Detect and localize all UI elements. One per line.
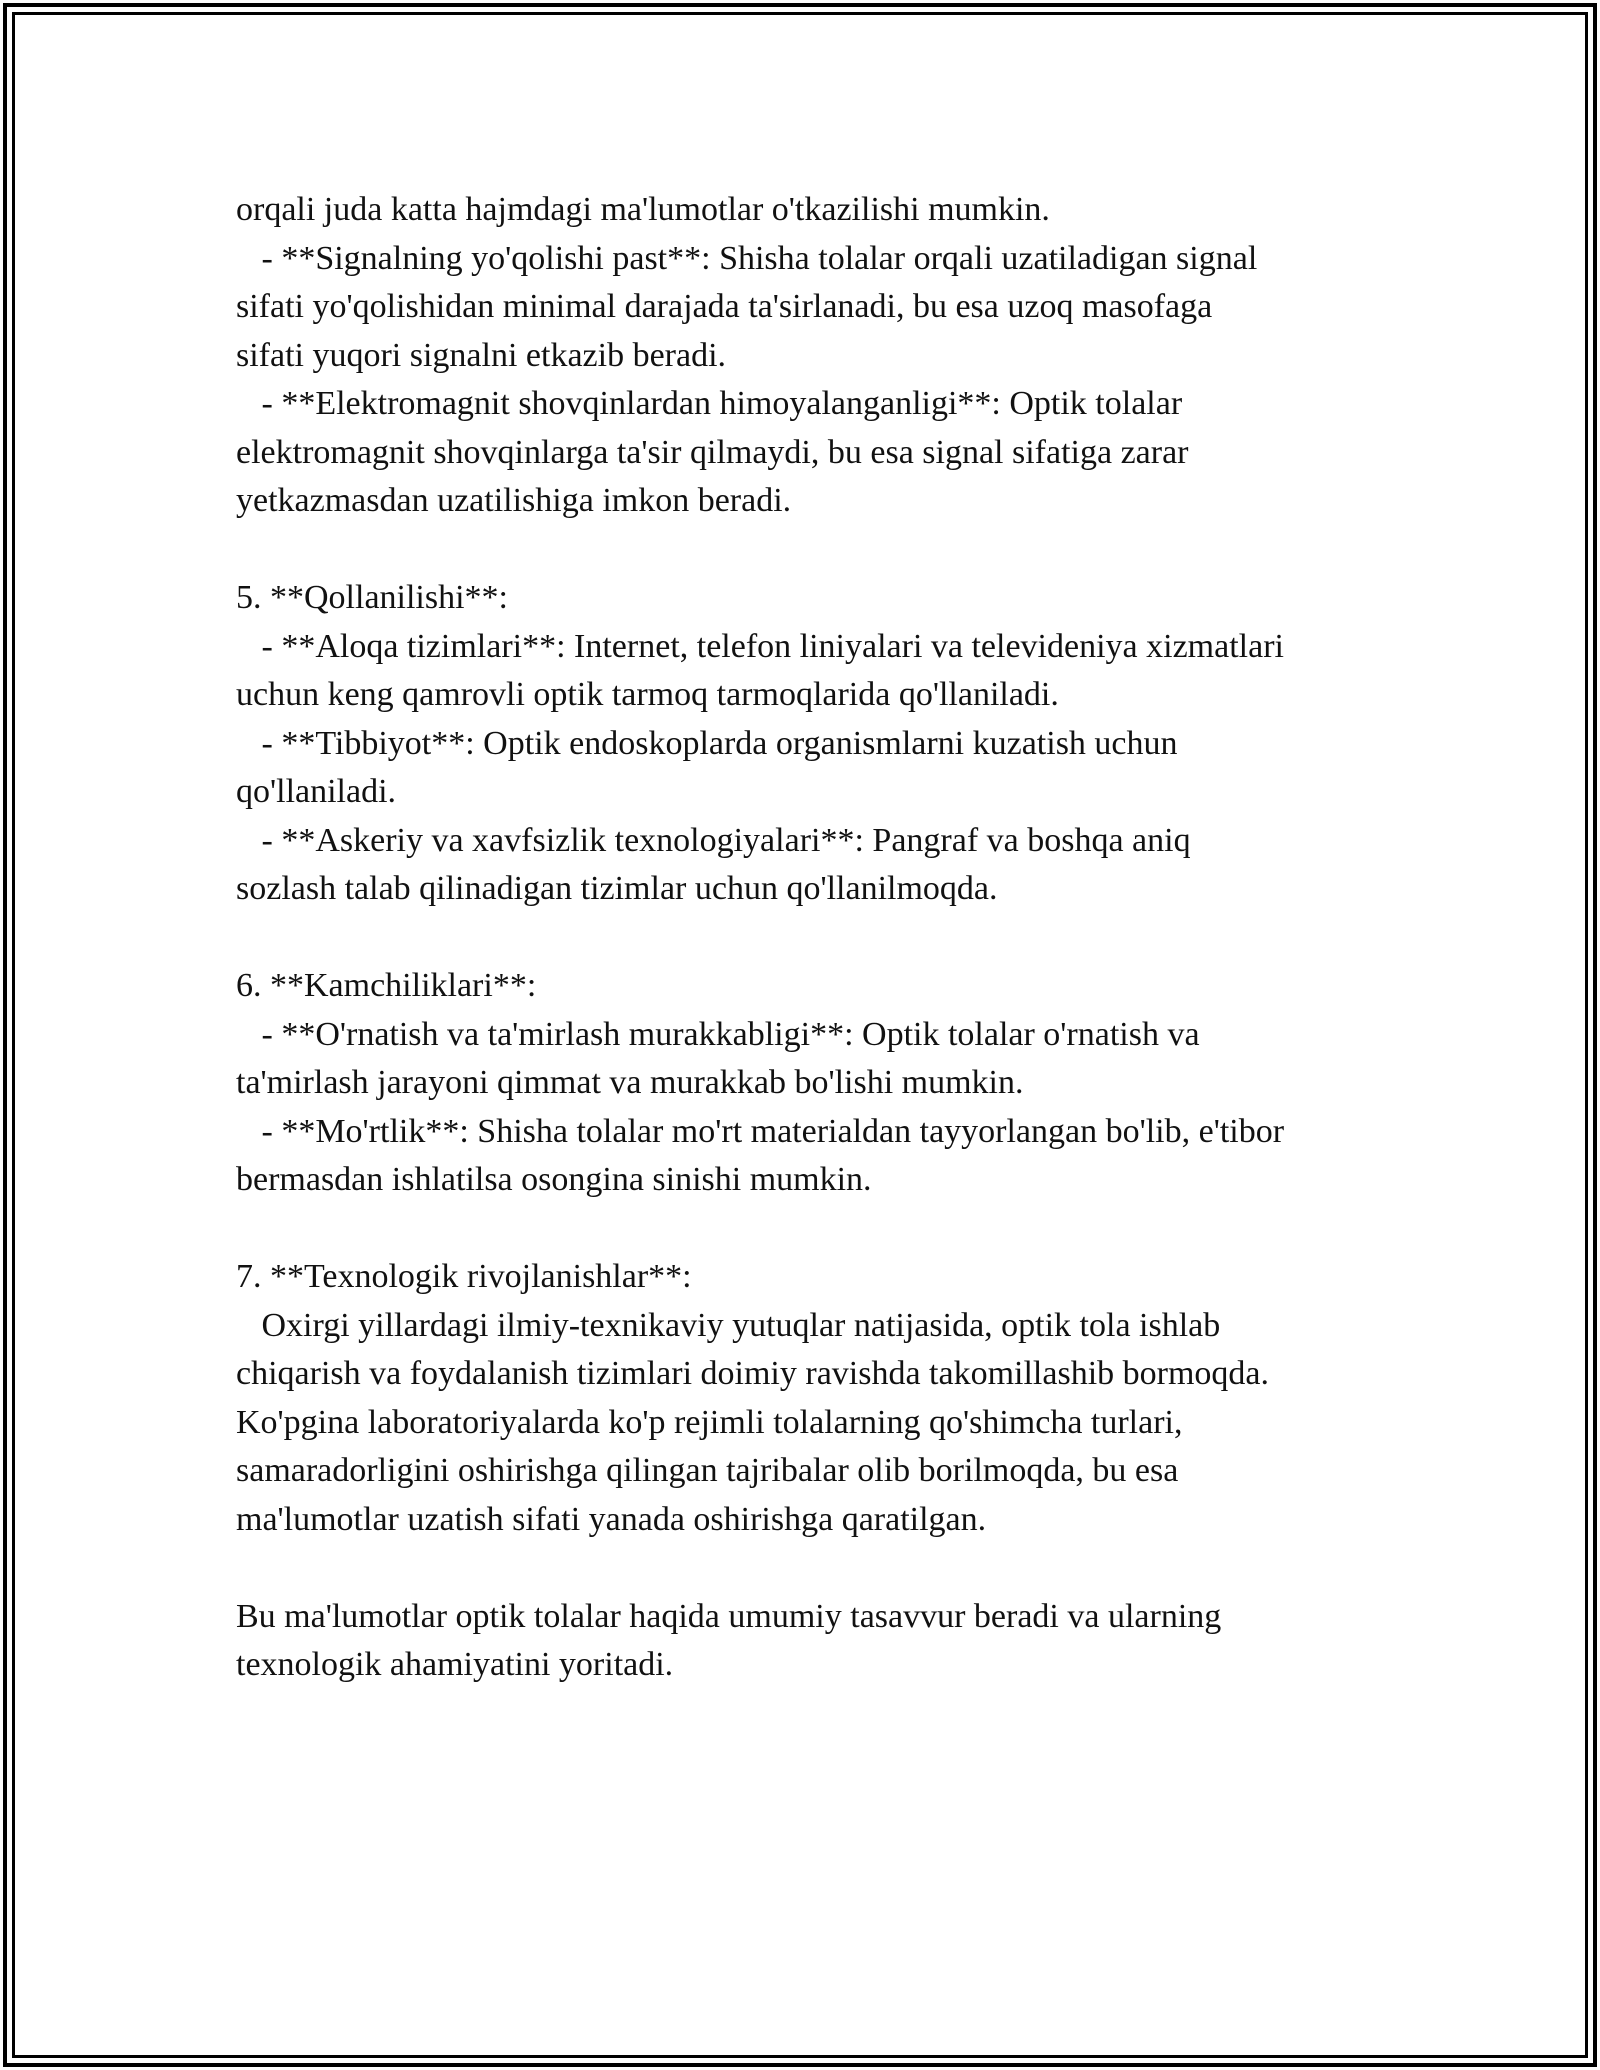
text-line: - **Tibbiyot**: Optik endoskoplarda organismlarni kuzatish uchun xyxy=(236,724,1178,762)
paragraph-block-1 xyxy=(236,186,1416,526)
text-line: - **Mo'rtlik**: Shisha tolalar mo'rt materialdan tayyorlangan bo'lib, e'tibor xyxy=(236,1112,1285,1150)
section-6-drawbacks xyxy=(236,962,1416,1205)
paragraph-gap xyxy=(236,526,1416,575)
text-line: sifati yuqori signalni etkazib beradi. xyxy=(236,336,727,374)
section-heading: 7. **Texnologik rivojlanishlar**: xyxy=(236,1258,692,1295)
text-line: - **Elektromagnit shovqinlardan himoyalanganligi**: Optik tolalar xyxy=(236,385,1183,422)
section-7-developments xyxy=(236,1253,1416,1544)
text-line: uchun keng qamrovli optik tarmoq tarmoqlarida qo'llaniladi. xyxy=(236,676,1059,713)
text-line: orqali juda katta hajmdagi ma'lumotlar o'tkazilishi mumkin. xyxy=(236,191,1050,228)
text-line: Oxirgi yillardagi ilmiy-texnikaviy yutuqlar natijasida, optik tola ishlab xyxy=(236,1306,1221,1344)
text-line: sozlash talab qilinadigan tizimlar uchun qo'llanilmoqda. xyxy=(236,870,998,907)
text-line: Ko'pgina laboratoriyalarda ko'p rejimli tolalarning qo'shimcha turlari, xyxy=(236,1403,1183,1441)
paragraph-gap xyxy=(236,1205,1416,1254)
text-line: - **Aloqa tizimlari**: Internet, telefon liniyalari va televideniya xizmatlari xyxy=(236,627,1284,665)
text-line: - **Askeriy va xavfsizlik texnologiyalari**: Pangraf va boshqa aniq xyxy=(236,821,1191,859)
text-line: ta'mirlash jarayoni qimmat va murakkab bo'lishi mumkin. xyxy=(236,1064,1024,1101)
text-line: chiqarish va foydalanish tizimlari doimiy ravishda takomillashib bormoqda. xyxy=(236,1355,1269,1392)
text-line: - **O'rnatish va ta'mirlash murakkabligi**: Optik tolalar o'rnatish va xyxy=(236,1015,1200,1053)
paragraph-gap xyxy=(236,1544,1416,1593)
text-line: Bu ma'lumotlar optik tolalar haqida umumiy tasavvur beradi va ularning xyxy=(236,1597,1222,1635)
section-heading: 5. **Qollanilishi**: xyxy=(236,579,508,616)
text-line: sifati yo'qolishidan minimal darajada ta'sirlanadi, bu esa uzoq masofaga xyxy=(236,288,1213,325)
text-line: yetkazmasdan uzatilishiga imkon beradi. xyxy=(236,482,792,519)
text-line: ma'lumotlar uzatish sifati yanada oshirishga qaratilgan. xyxy=(236,1500,987,1538)
text-line: texnologik ahamiyatini yoritadi. xyxy=(236,1646,674,1683)
text-line: - **Signalning yo'qolishi past**: Shisha tolalar orqali uzatiladigan signal xyxy=(236,239,1258,277)
paragraph-gap xyxy=(236,914,1416,963)
text-line: qo'llaniladi. xyxy=(236,773,397,810)
text-line: bermasdan ishlatilsa osongina sinishi mumkin. xyxy=(236,1161,872,1198)
section-5-applications xyxy=(236,574,1416,914)
document-body xyxy=(236,186,1416,1690)
text-line: samaradorligini oshirishga qilingan tajribalar olib borilmoqda, bu esa xyxy=(236,1452,1179,1489)
text-line: elektromagnit shovqinlarga ta'sir qilmaydi, bu esa signal sifatiga zarar xyxy=(236,433,1189,471)
section-heading: 6. **Kamchiliklari**: xyxy=(236,967,537,1004)
conclusion-paragraph xyxy=(236,1593,1416,1690)
